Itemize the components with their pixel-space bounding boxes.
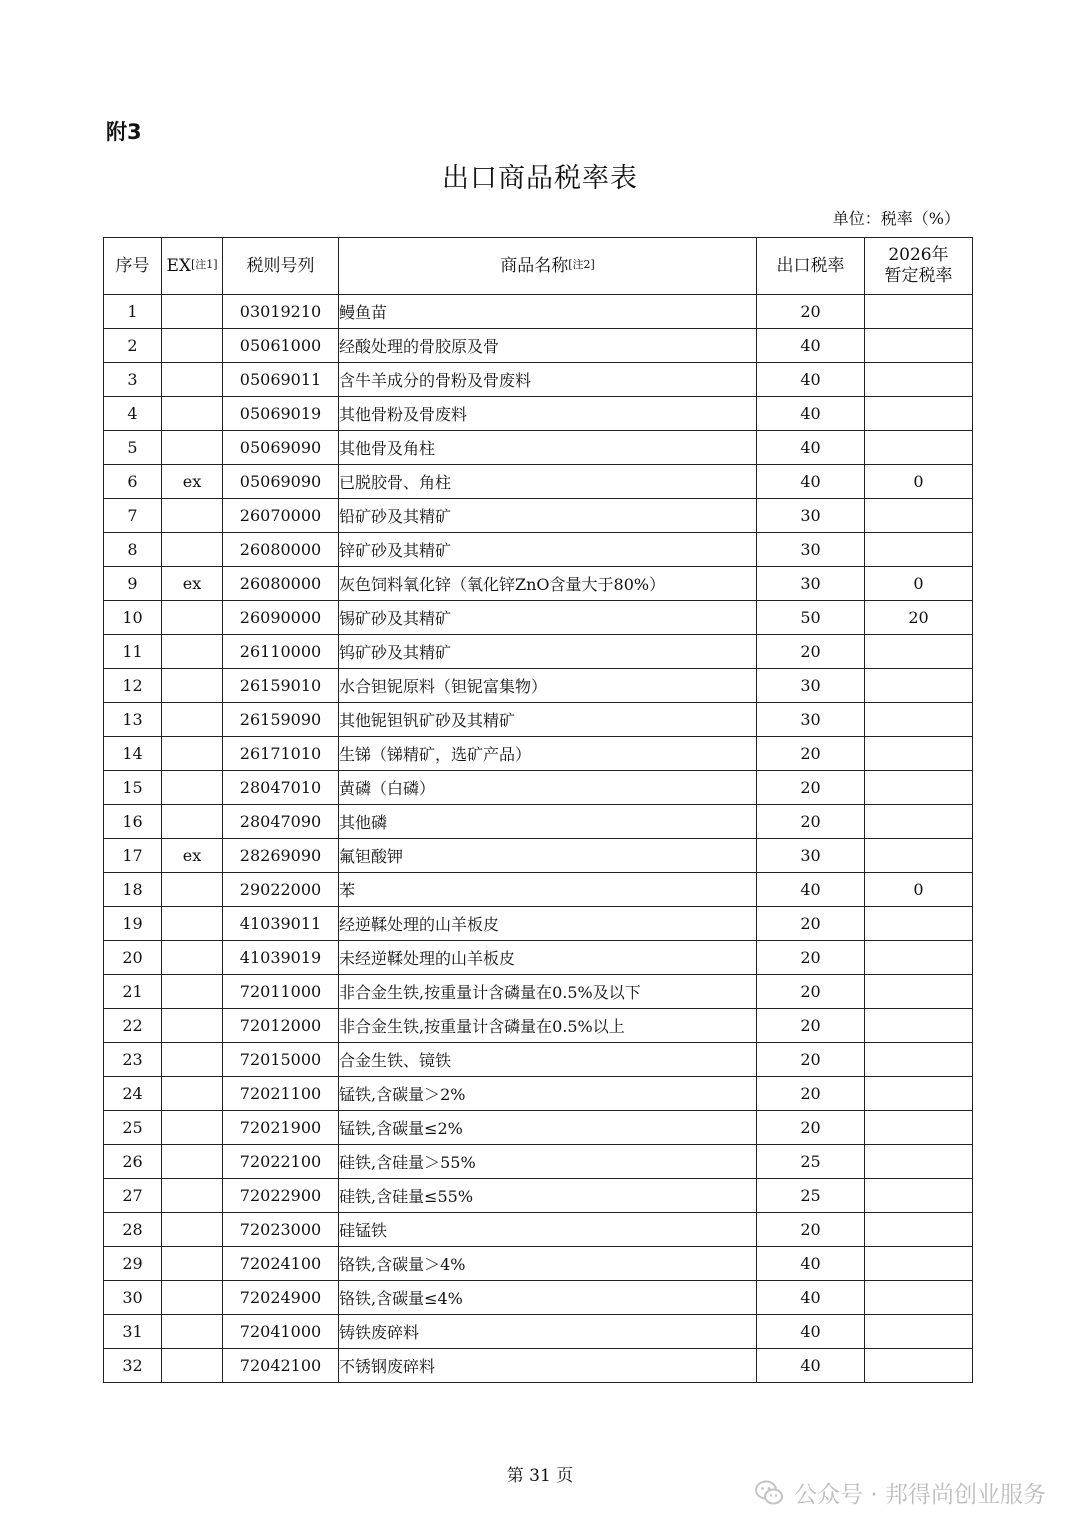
cell-provisional [865, 1315, 973, 1349]
cell-name: 锰铁,含碳量＞2% [339, 1077, 757, 1111]
table-row [104, 635, 973, 669]
cell-rate: 40 [757, 465, 865, 499]
cell-provisional: 0 [865, 873, 973, 907]
cell-name: 鳗鱼苗 [339, 295, 757, 329]
cell-rate: 20 [757, 805, 865, 839]
cell-rate: 20 [757, 1077, 865, 1111]
header-ex [162, 238, 223, 295]
cell-rate: 40 [757, 1349, 865, 1383]
cell-rate: 30 [757, 567, 865, 601]
cell-name: 其他骨及角柱 [339, 431, 757, 465]
cell-name: 水合钽铌原料（钽铌富集物） [339, 669, 757, 703]
cell-provisional [865, 1009, 973, 1043]
cell-code: 72021900 [223, 1111, 339, 1145]
cell-provisional [865, 1213, 973, 1247]
header-name [339, 238, 757, 295]
cell-rate: 40 [757, 1315, 865, 1349]
cell-name: 铬铁,含碳量≤4% [339, 1281, 757, 1315]
table-row [104, 363, 973, 397]
cell-provisional [865, 941, 973, 975]
table-row [104, 1247, 973, 1281]
cell-provisional [865, 1281, 973, 1315]
cell-provisional [865, 1349, 973, 1383]
cell-seq: 20 [104, 941, 162, 975]
page-number: 第 31 页 [506, 1466, 574, 1486]
cell-ex [162, 1213, 223, 1247]
cell-seq: 6 [104, 465, 162, 499]
table-row [104, 1009, 973, 1043]
cell-provisional [865, 703, 973, 737]
cell-code: 26090000 [223, 601, 339, 635]
table-row [104, 465, 973, 499]
cell-rate: 20 [757, 1213, 865, 1247]
table-row [104, 295, 973, 329]
cell-seq: 5 [104, 431, 162, 465]
table-row [104, 533, 973, 567]
cell-provisional [865, 805, 973, 839]
cell-ex [162, 1349, 223, 1383]
cell-provisional [865, 363, 973, 397]
cell-rate: 20 [757, 635, 865, 669]
cell-provisional [865, 1077, 973, 1111]
cell-code: 41039011 [223, 907, 339, 941]
cell-code: 05069090 [223, 465, 339, 499]
cell-name: 其他骨粉及骨废料 [339, 397, 757, 431]
cell-ex [162, 771, 223, 805]
cell-provisional [865, 397, 973, 431]
cell-ex: ex [162, 465, 223, 499]
cell-code: 03019210 [223, 295, 339, 329]
cell-seq: 27 [104, 1179, 162, 1213]
table-row [104, 839, 973, 873]
table-row [104, 975, 973, 1009]
cell-rate: 20 [757, 975, 865, 1009]
cell-seq: 9 [104, 567, 162, 601]
cell-seq: 23 [104, 1043, 162, 1077]
cell-rate: 25 [757, 1179, 865, 1213]
cell-ex [162, 1043, 223, 1077]
table-row [104, 1213, 973, 1247]
cell-name: 锡矿砂及其精矿 [339, 601, 757, 635]
tariff-table [103, 237, 973, 1383]
cell-code: 26159010 [223, 669, 339, 703]
table-row [104, 499, 973, 533]
cell-seq: 7 [104, 499, 162, 533]
table-row [104, 805, 973, 839]
table-row [104, 1077, 973, 1111]
cell-rate: 30 [757, 703, 865, 737]
cell-seq: 25 [104, 1111, 162, 1145]
cell-seq: 18 [104, 873, 162, 907]
cell-provisional: 20 [865, 601, 973, 635]
cell-provisional [865, 839, 973, 873]
cell-name: 未经逆鞣处理的山羊板皮 [339, 941, 757, 975]
cell-ex: ex [162, 567, 223, 601]
cell-code: 26070000 [223, 499, 339, 533]
cell-seq: 10 [104, 601, 162, 635]
cell-rate: 40 [757, 363, 865, 397]
cell-name: 生锑（锑精矿，选矿产品） [339, 737, 757, 771]
cell-code: 41039019 [223, 941, 339, 975]
cell-seq: 30 [104, 1281, 162, 1315]
cell-seq: 13 [104, 703, 162, 737]
header-ex-note: [注1] [190, 257, 218, 271]
cell-seq: 3 [104, 363, 162, 397]
cell-code: 05069011 [223, 363, 339, 397]
cell-rate: 40 [757, 1281, 865, 1315]
table-row [104, 771, 973, 805]
cell-code: 72022900 [223, 1179, 339, 1213]
cell-seq: 2 [104, 329, 162, 363]
cell-provisional: 0 [865, 465, 973, 499]
cell-code: 26080000 [223, 533, 339, 567]
table-row [104, 1349, 973, 1383]
cell-provisional [865, 1179, 973, 1213]
header-name-label: 商品名称 [500, 255, 569, 276]
wechat-icon [754, 1479, 784, 1507]
cell-ex [162, 941, 223, 975]
cell-code: 05069090 [223, 431, 339, 465]
header-ex-label: EX [166, 255, 191, 276]
cell-code: 29022000 [223, 873, 339, 907]
cell-rate: 40 [757, 329, 865, 363]
cell-code: 28047010 [223, 771, 339, 805]
cell-ex [162, 737, 223, 771]
cell-code: 72042100 [223, 1349, 339, 1383]
header-provisional [865, 238, 973, 295]
cell-ex [162, 431, 223, 465]
cell-name: 灰色饲料氧化锌（氧化锌ZnO含量大于80%） [339, 567, 757, 601]
table-row [104, 1315, 973, 1349]
table-row [104, 1179, 973, 1213]
annex-label: 附3 [106, 120, 142, 144]
cell-provisional [865, 533, 973, 567]
cell-name: 氟钽酸钾 [339, 839, 757, 873]
cell-name: 铬铁,含碳量＞4% [339, 1247, 757, 1281]
cell-provisional [865, 1247, 973, 1281]
cell-name: 已脱胶骨、角柱 [339, 465, 757, 499]
cell-ex [162, 1247, 223, 1281]
cell-rate: 20 [757, 1009, 865, 1043]
cell-ex [162, 1179, 223, 1213]
cell-provisional [865, 635, 973, 669]
cell-name: 其他铌钽钒矿砂及其精矿 [339, 703, 757, 737]
cell-name: 铅矿砂及其精矿 [339, 499, 757, 533]
cell-provisional [865, 431, 973, 465]
cell-name: 硅锰铁 [339, 1213, 757, 1247]
cell-rate: 50 [757, 601, 865, 635]
cell-seq: 1 [104, 295, 162, 329]
cell-provisional [865, 771, 973, 805]
cell-ex [162, 805, 223, 839]
cell-name: 经酸处理的骨胶原及骨 [339, 329, 757, 363]
header-rate: 出口税率 [757, 238, 865, 295]
cell-seq: 11 [104, 635, 162, 669]
cell-code: 72024100 [223, 1247, 339, 1281]
cell-ex [162, 1145, 223, 1179]
page-title: 出口商品税率表 [442, 163, 638, 194]
cell-ex [162, 329, 223, 363]
cell-seq: 15 [104, 771, 162, 805]
table-header-row [104, 238, 973, 295]
cell-provisional [865, 669, 973, 703]
cell-seq: 19 [104, 907, 162, 941]
cell-provisional [865, 499, 973, 533]
cell-ex: ex [162, 839, 223, 873]
cell-rate: 40 [757, 873, 865, 907]
cell-ex [162, 601, 223, 635]
cell-rate: 20 [757, 295, 865, 329]
table-row [104, 431, 973, 465]
cell-rate: 20 [757, 1111, 865, 1145]
cell-name: 不锈钢废碎料 [339, 1349, 757, 1383]
cell-name: 硅铁,含硅量＞55% [339, 1145, 757, 1179]
cell-name: 苯 [339, 873, 757, 907]
cell-seq: 4 [104, 397, 162, 431]
table-row [104, 737, 973, 771]
table-body [104, 295, 973, 1383]
table-row [104, 907, 973, 941]
cell-provisional [865, 737, 973, 771]
header-provisional-line2: 暂定税率 [884, 266, 953, 286]
cell-code: 28269090 [223, 839, 339, 873]
cell-name: 钨矿砂及其精矿 [339, 635, 757, 669]
cell-provisional [865, 329, 973, 363]
cell-ex [162, 295, 223, 329]
cell-code: 26159090 [223, 703, 339, 737]
table-row [104, 1145, 973, 1179]
cell-provisional [865, 295, 973, 329]
cell-ex [162, 533, 223, 567]
cell-name: 黄磷（白磷） [339, 771, 757, 805]
cell-seq: 22 [104, 1009, 162, 1043]
cell-code: 72022100 [223, 1145, 339, 1179]
watermark-text: 公众号 · 邦得尚创业服务 [794, 1482, 1046, 1508]
cell-rate: 20 [757, 771, 865, 805]
cell-seq: 31 [104, 1315, 162, 1349]
header-code: 税则号列 [223, 238, 339, 295]
cell-code: 05069019 [223, 397, 339, 431]
cell-provisional [865, 1111, 973, 1145]
table-row [104, 397, 973, 431]
cell-ex [162, 669, 223, 703]
cell-code: 26080000 [223, 567, 339, 601]
cell-seq: 32 [104, 1349, 162, 1383]
cell-seq: 8 [104, 533, 162, 567]
cell-name: 锌矿砂及其精矿 [339, 533, 757, 567]
cell-provisional [865, 1145, 973, 1179]
cell-rate: 30 [757, 533, 865, 567]
cell-ex [162, 975, 223, 1009]
cell-code: 72015000 [223, 1043, 339, 1077]
cell-ex [162, 499, 223, 533]
cell-provisional [865, 975, 973, 1009]
cell-seq: 21 [104, 975, 162, 1009]
cell-ex [162, 703, 223, 737]
cell-seq: 24 [104, 1077, 162, 1111]
cell-code: 26110000 [223, 635, 339, 669]
table-row [104, 567, 973, 601]
cell-rate: 40 [757, 431, 865, 465]
cell-seq: 26 [104, 1145, 162, 1179]
cell-code: 26171010 [223, 737, 339, 771]
cell-code: 72011000 [223, 975, 339, 1009]
cell-ex [162, 1009, 223, 1043]
cell-rate: 20 [757, 737, 865, 771]
cell-provisional [865, 907, 973, 941]
cell-rate: 30 [757, 839, 865, 873]
table-row [104, 1111, 973, 1145]
cell-code: 72012000 [223, 1009, 339, 1043]
cell-name: 非合金生铁,按重量计含磷量在0.5%以上 [339, 1009, 757, 1043]
cell-ex [162, 873, 223, 907]
cell-code: 72023000 [223, 1213, 339, 1247]
cell-rate: 20 [757, 1043, 865, 1077]
cell-ex [162, 363, 223, 397]
cell-rate: 30 [757, 669, 865, 703]
cell-rate: 40 [757, 1247, 865, 1281]
cell-seq: 28 [104, 1213, 162, 1247]
cell-name: 硅铁,含硅量≤55% [339, 1179, 757, 1213]
table-row [104, 703, 973, 737]
cell-ex [162, 1315, 223, 1349]
cell-rate: 20 [757, 941, 865, 975]
header-provisional-line1: 2026年 [888, 245, 949, 265]
cell-provisional [865, 1043, 973, 1077]
header-name-note: [注2] [568, 257, 595, 271]
cell-rate: 20 [757, 907, 865, 941]
cell-name: 铸铁废碎料 [339, 1315, 757, 1349]
cell-ex [162, 1111, 223, 1145]
table-row [104, 873, 973, 907]
watermark [754, 1476, 1046, 1509]
cell-name: 非合金生铁,按重量计含磷量在0.5%及以下 [339, 975, 757, 1009]
cell-provisional: 0 [865, 567, 973, 601]
table-row [104, 941, 973, 975]
cell-seq: 17 [104, 839, 162, 873]
cell-name: 其他磷 [339, 805, 757, 839]
cell-seq: 16 [104, 805, 162, 839]
cell-ex [162, 635, 223, 669]
table-row [104, 1043, 973, 1077]
table-row [104, 601, 973, 635]
cell-ex [162, 1077, 223, 1111]
table-row [104, 1281, 973, 1315]
header-seq: 序号 [104, 238, 162, 295]
cell-seq: 12 [104, 669, 162, 703]
cell-name: 经逆鞣处理的山羊板皮 [339, 907, 757, 941]
cell-name: 合金生铁、镜铁 [339, 1043, 757, 1077]
table-row [104, 669, 973, 703]
cell-code: 72024900 [223, 1281, 339, 1315]
cell-seq: 29 [104, 1247, 162, 1281]
cell-code: 72021100 [223, 1077, 339, 1111]
cell-rate: 40 [757, 397, 865, 431]
cell-ex [162, 907, 223, 941]
cell-ex [162, 397, 223, 431]
table-row [104, 329, 973, 363]
cell-name: 含牛羊成分的骨粉及骨废料 [339, 363, 757, 397]
cell-code: 72041000 [223, 1315, 339, 1349]
cell-code: 28047090 [223, 805, 339, 839]
cell-rate: 30 [757, 499, 865, 533]
unit-note: 单位：税率（%） [832, 209, 960, 228]
cell-rate: 25 [757, 1145, 865, 1179]
cell-code: 05061000 [223, 329, 339, 363]
cell-name: 锰铁,含碳量≤2% [339, 1111, 757, 1145]
cell-seq: 14 [104, 737, 162, 771]
cell-ex [162, 1281, 223, 1315]
